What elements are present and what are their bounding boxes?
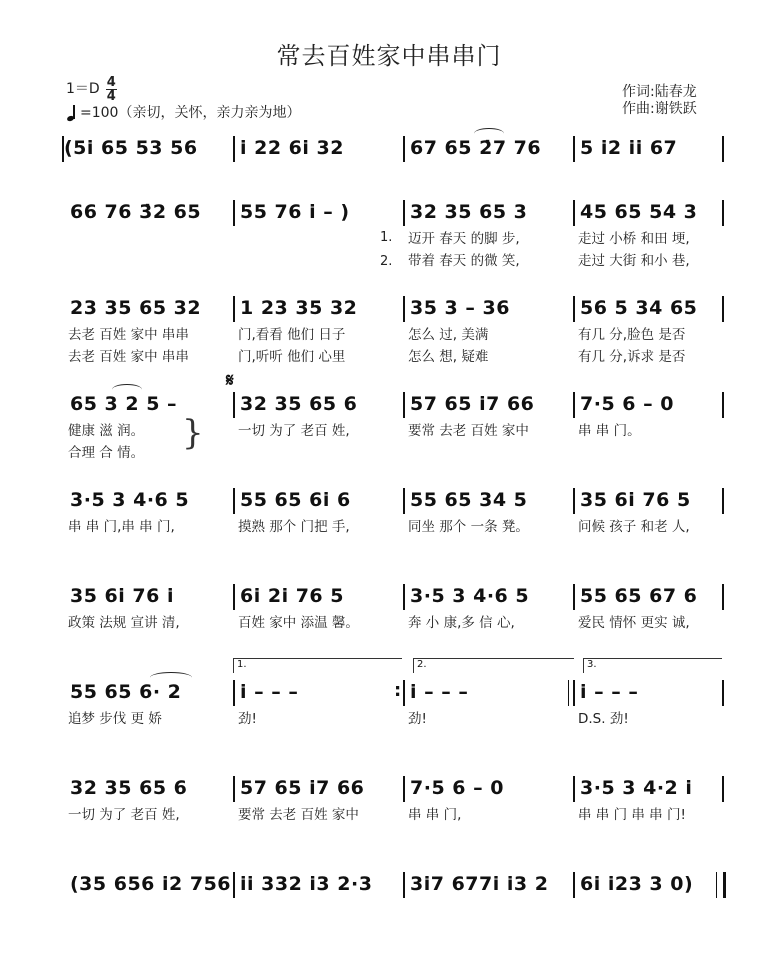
barline [403, 392, 405, 418]
lyricist-credit: 作词:陆春龙 [622, 84, 697, 100]
barline [403, 584, 405, 610]
barline [722, 200, 724, 226]
lyric-line: 串 串 门。 [578, 423, 641, 439]
key-label: 1＝D [66, 81, 100, 97]
barline [403, 136, 405, 162]
lyric-line: 奔 小 康,多 信 心, [408, 615, 515, 631]
measure-notes: (35 656 i2 756 [70, 873, 232, 895]
tempo-text: =100（亲切，关怀，亲力亲为地） [80, 104, 301, 121]
lyric-line: 走过 小桥 和田 埂, [578, 231, 690, 247]
volta-bracket [583, 658, 722, 673]
volta-number: 2. [417, 659, 427, 670]
barline [722, 296, 724, 322]
key-tempo-block [66, 76, 300, 122]
barline [573, 776, 575, 802]
measure-notes: 55 65 67 6 [580, 585, 698, 607]
volta-number: 1. [237, 659, 247, 670]
measure-notes: 66 76 3̇2 65 [70, 201, 202, 223]
measure-notes: 1 23 35 32 [240, 297, 358, 319]
measure-notes: i – – – [580, 681, 639, 703]
measure-notes: 32 35 65 6 [70, 777, 188, 799]
barline [233, 136, 235, 162]
volta-bracket [413, 658, 574, 673]
time-denominator: 4 [106, 89, 116, 104]
barline [722, 776, 724, 802]
verse-number: 1. [380, 230, 393, 245]
barline [722, 584, 724, 610]
slur [474, 128, 504, 139]
lyric-line: 门,听听 他们 心里 [238, 349, 346, 365]
barline [573, 488, 575, 514]
measure-notes: (5i 65 53 56 [64, 137, 198, 159]
barline [403, 680, 405, 706]
slur [112, 384, 142, 395]
barline [573, 392, 575, 418]
barline [716, 872, 726, 898]
barline [403, 776, 405, 802]
measure-notes: 23 35 65 32 [70, 297, 202, 319]
barline [573, 584, 575, 610]
lyric-line: 健康 滋 润。 [68, 423, 145, 439]
barline [233, 488, 235, 514]
lyric-line: 政策 法规 宣讲 清, [68, 615, 180, 631]
lyric-line: 有几 分,诉求 是否 [578, 349, 686, 365]
measure-notes: 65 3 2 5 – [70, 393, 178, 415]
music-system [0, 200, 778, 290]
barline [573, 200, 575, 226]
barline [233, 776, 235, 802]
lyric-line: 去老 百姓 家中 串串 [68, 349, 189, 365]
barline [568, 680, 574, 706]
lyric-line: 爱民 情怀 更实 诚, [578, 615, 690, 631]
measure-notes: 3·5 3 4·2 i [580, 777, 693, 799]
measure-notes: 35 6i 76 i [70, 585, 174, 607]
measure-notes: 56 5 34 65 [580, 297, 698, 319]
measure-notes: i 22 6i 32 [240, 137, 344, 159]
time-signature [106, 76, 117, 103]
barline [722, 488, 724, 514]
music-system [0, 659, 778, 770]
barline [403, 200, 405, 226]
music-system [0, 488, 778, 578]
measure-notes: 55 65 34 5 [410, 489, 528, 511]
barline [233, 200, 235, 226]
measure-notes: 6i i23 3 0) [580, 873, 694, 895]
lyric-line: 问候 孩子 和老 人, [578, 519, 690, 535]
credits-block [622, 84, 697, 118]
barline [403, 488, 405, 514]
slur [150, 672, 192, 683]
lyric-line: 同坐 那个 一条 凳。 [408, 519, 529, 535]
measure-notes: 7·5 6 – 0 [580, 393, 674, 415]
measure-notes: 3i7 677i i3 2 [410, 873, 549, 895]
lyric-line: 合理 合 情。 [68, 445, 145, 461]
verse-number: 2. [380, 254, 393, 269]
volta-bracket [233, 658, 402, 673]
barline [233, 872, 235, 898]
measure-notes: i – – – [240, 681, 299, 703]
measure-notes: 67 65 2̇7 76 [410, 137, 542, 159]
barline [233, 680, 235, 706]
music-system [0, 296, 778, 386]
barline [233, 392, 235, 418]
measure-notes: 7·5 6 – 0 [410, 777, 504, 799]
song-title: 常去百姓家中串串门 [276, 42, 502, 70]
lyric-brace: } [182, 413, 204, 453]
lyric-line: 追梦 步伐 更 娇 [68, 711, 162, 727]
lyric-line: 串 串 门 串 串 门! [578, 807, 686, 823]
lyric-line: 要常 去老 百姓 家中 [408, 423, 529, 439]
measure-notes: 45 65 54 3 [580, 201, 698, 223]
measure-notes: i – – – [410, 681, 469, 703]
barline [403, 296, 405, 322]
barline [233, 584, 235, 610]
barline [722, 392, 724, 418]
measure-notes: ii 332 i3 2·3 [240, 873, 373, 895]
barline [403, 872, 405, 898]
lyric-line: 劲! [408, 711, 427, 727]
measure-notes: 57 65 i7 66 [410, 393, 535, 415]
lyric-line: 怎么 过, 美满 [408, 327, 489, 343]
music-system [0, 776, 778, 866]
music-system [0, 872, 778, 962]
music-system [0, 370, 778, 482]
barline [62, 136, 64, 162]
lyric-line: 劲! [238, 711, 257, 727]
time-numerator: 4 [106, 75, 116, 90]
measure-notes: 3·5 3 4·6 5 [410, 585, 530, 607]
measure-notes: 6i 2i 76 5 [240, 585, 344, 607]
measure-notes: 3·5 3 4·6 5 [70, 489, 190, 511]
lyric-line: 有几 分,脸色 是否 [578, 327, 686, 343]
barline [573, 296, 575, 322]
lyric-line: 走过 大街 和小 巷, [578, 253, 690, 269]
lyric-line: D.S. 劲! [578, 711, 629, 727]
composer-credit: 作曲:谢铁跃 [622, 101, 697, 117]
lyric-line: 去老 百姓 家中 串串 [68, 327, 189, 343]
measure-notes: 32 35 65 6 [240, 393, 358, 415]
lyric-line: 带着 春天 的微 笑, [408, 253, 520, 269]
lyric-line: 百姓 家中 添温 馨。 [238, 615, 359, 631]
measure-notes: 55 65 6· 2 [70, 681, 182, 703]
lyric-line: 迈开 春天 的脚 步, [408, 231, 520, 247]
barline [722, 136, 724, 162]
lyric-line: 怎么 想, 疑难 [408, 349, 489, 365]
key-signature [66, 76, 300, 103]
lyric-line: 门,看看 他们 日子 [238, 327, 346, 343]
lyric-line: 串 串 门, [408, 807, 462, 823]
measure-notes: 55 65 6i 6 [240, 489, 351, 511]
volta-number: 3. [587, 659, 597, 670]
lyric-line: 一切 为了 老百 姓, [238, 423, 350, 439]
measure-notes: 35 3 – 36 [410, 297, 510, 319]
barline [573, 872, 575, 898]
measure-notes: 57 65 i7 66 [240, 777, 365, 799]
barline [573, 136, 575, 162]
quarter-note-icon [66, 104, 80, 122]
repeat-dots: : [394, 680, 402, 701]
measure-notes: 32 35 65 3 [410, 201, 528, 223]
measure-notes: 35 6i 76 5 [580, 489, 691, 511]
segno-icon: 𝄋 [226, 370, 234, 391]
lyric-line: 串 串 门,串 串 门, [68, 519, 175, 535]
barline [233, 296, 235, 322]
measure-notes: 55 76 i – ) [240, 201, 350, 223]
barline [722, 680, 724, 706]
tempo-marking [66, 104, 300, 122]
lyric-line: 摸熟 那个 门把 手, [238, 519, 350, 535]
lyric-line: 一切 为了 老百 姓, [68, 807, 180, 823]
measure-notes: 5 i2 ii 67 [580, 137, 678, 159]
lyric-line: 要常 去老 百姓 家中 [238, 807, 359, 823]
